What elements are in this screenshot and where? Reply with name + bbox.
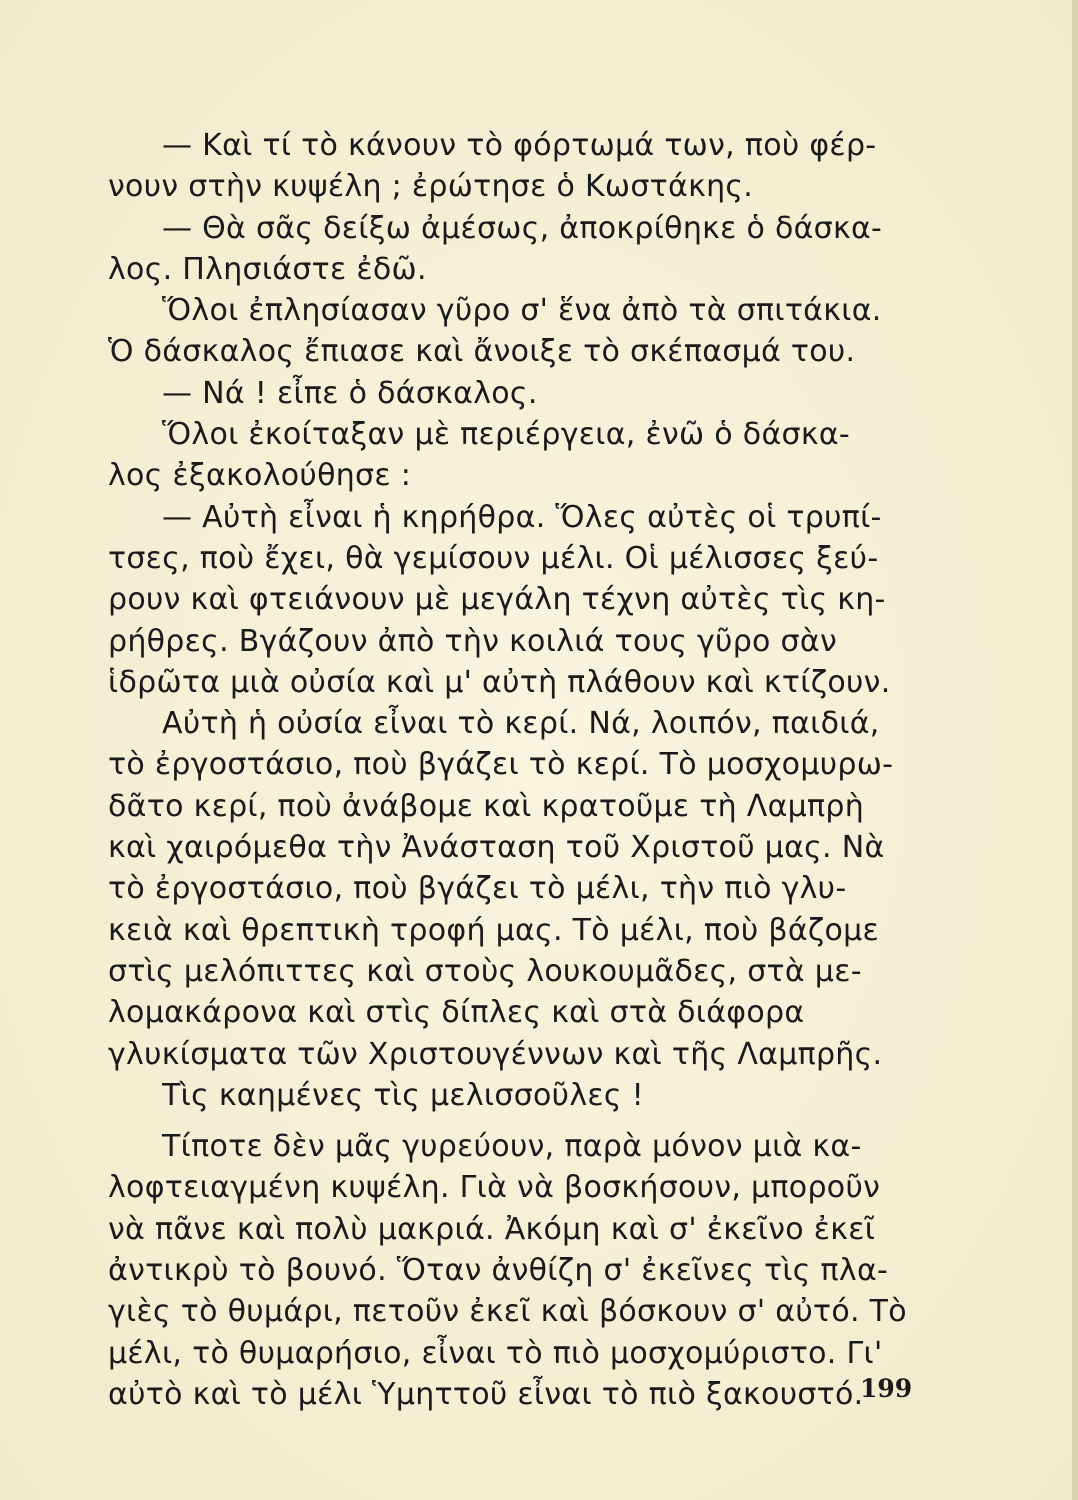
text-line: νὰ πᾶνε καὶ πολὺ μακριά. Ἀκόμη καὶ σ' ἐκεῖνο ἐκεῖ bbox=[108, 1211, 876, 1247]
text-line: — Καὶ τί τὸ κάνουν τὸ φόρτωμά των, ποὺ φέρ- bbox=[162, 128, 877, 163]
text-line: λος. Πλησιάστε ἐδῶ. bbox=[108, 251, 427, 287]
text-line: λος ἐξακολούθησε : bbox=[108, 458, 412, 494]
text-line: — Νά ! εἶπε ὁ δάσκαλος. bbox=[162, 375, 538, 411]
text-line: — Αὐτὴ εἶναι ἡ κηρήθρα. Ὅλες αὐτὲς οἱ τρυπί- bbox=[162, 499, 882, 535]
text-line: στὶς μελόπιττες καὶ στοὺς λουκουμᾶδες, στὰ με- bbox=[108, 953, 862, 989]
text-line: ἀντικρὺ τὸ βουνό. Ὅταν ἀνθίζη σ' ἐκεῖνες τὶς πλα- bbox=[108, 1253, 889, 1289]
text-line: Ὅλοι ἐπλησίασαν γῦρο σ' ἕνα ἀπὸ τὰ σπιτάκια. bbox=[162, 293, 882, 329]
text-line: Τίποτε δὲν μᾶς γυρεύουν, παρὰ μόνον μιὰ κα- bbox=[162, 1129, 862, 1165]
text-line: λομακάρονα καὶ στὶς δίπλες καὶ στὰ διάφορα bbox=[108, 995, 805, 1031]
text-line: Ὅλοι ἐκοίταξαν μὲ περιέργεια, ἐνῶ ὁ δάσκα- bbox=[162, 417, 851, 453]
text-line: καὶ χαιρόμεθα τὴν Ἀνάσταση τοῦ Χριστοῦ μας. Νὰ bbox=[108, 830, 885, 866]
paragraph-gap bbox=[108, 1116, 908, 1126]
text-line: Αὐτὴ ἡ οὐσία εἶναι τὸ κερί. Νά, λοιπόν, παιδιά, bbox=[162, 706, 880, 742]
text-line: λοφτειαγμένη κυψέλη. Γιὰ νὰ βοσκήσουν, μποροῦν bbox=[108, 1170, 881, 1206]
text-line: τσες, ποὺ ἔχει, θὰ γεμίσουν μέλι. Οἱ μέλισσες ξεύ- bbox=[108, 540, 879, 576]
text-line: μέλι, τὸ θυμαρήσιο, εἶναι τὸ πιὸ μοσχομύριστο. Γι' bbox=[108, 1335, 883, 1371]
text-line: αὐτὸ καὶ τὸ μέλι Ὑμηττοῦ εἶναι τὸ πιὸ ξακουστό. bbox=[108, 1376, 864, 1412]
text-line: κειὰ καὶ θρεπτικὴ τροφή μας. Τὸ μέλι, ποὺ βάζομε bbox=[108, 912, 880, 948]
text-line: — Θὰ σᾶς δείξω ἀμέσως, ἀποκρίθηκε ὁ δάσκα- bbox=[162, 210, 883, 246]
text-line: δᾶτο κερί, ποὺ ἀνάβομε καὶ κρατοῦμε τὴ Λαμπρὴ bbox=[108, 788, 865, 824]
body-text bbox=[108, 125, 908, 1415]
text-line: ρουν καὶ φτειάνουν μὲ μεγάλη τέχνη αὐτὲς τὶς κη- bbox=[108, 582, 886, 618]
text-line: ἱδρῶτα μιὰ οὐσία καὶ μ' αὐτὴ πλάθουν καὶ κτίζουν. bbox=[108, 664, 891, 700]
text-line: Ὁ δάσκαλος ἔπιασε καὶ ἄνοιξε τὸ σκέπασμά του. bbox=[108, 334, 856, 370]
page-number: 199 bbox=[860, 1374, 913, 1403]
text-line: νουν στὴν κυψέλη ; ἐρώτησε ὁ Κωστάκης. bbox=[108, 169, 754, 205]
text-line: τὸ ἐργοστάσιο, ποὺ βγάζει τὸ κερί. Τὸ μοσχομυρω- bbox=[108, 747, 894, 783]
text-line: Τὶς καημένες τὶς μελισσοῦλες ! bbox=[162, 1077, 644, 1113]
text-line: γιὲς τὸ θυμάρι, πετοῦν ἐκεῖ καὶ βόσκουν σ' αὐτό. Τὸ bbox=[108, 1294, 907, 1330]
page-edge bbox=[1072, 0, 1078, 1500]
text-line: τὸ ἐργοστάσιο, ποὺ βγάζει τὸ μέλι, τὴν πιὸ γλυ- bbox=[108, 871, 847, 907]
text-line: ρήθρες. Βγάζουν ἀπὸ τὴν κοιλιά τους γῦρο σὰν bbox=[108, 623, 837, 659]
text-line: γλυκίσματα τῶν Χριστουγέννων καὶ τῆς Λαμπρῆς. bbox=[108, 1036, 883, 1072]
